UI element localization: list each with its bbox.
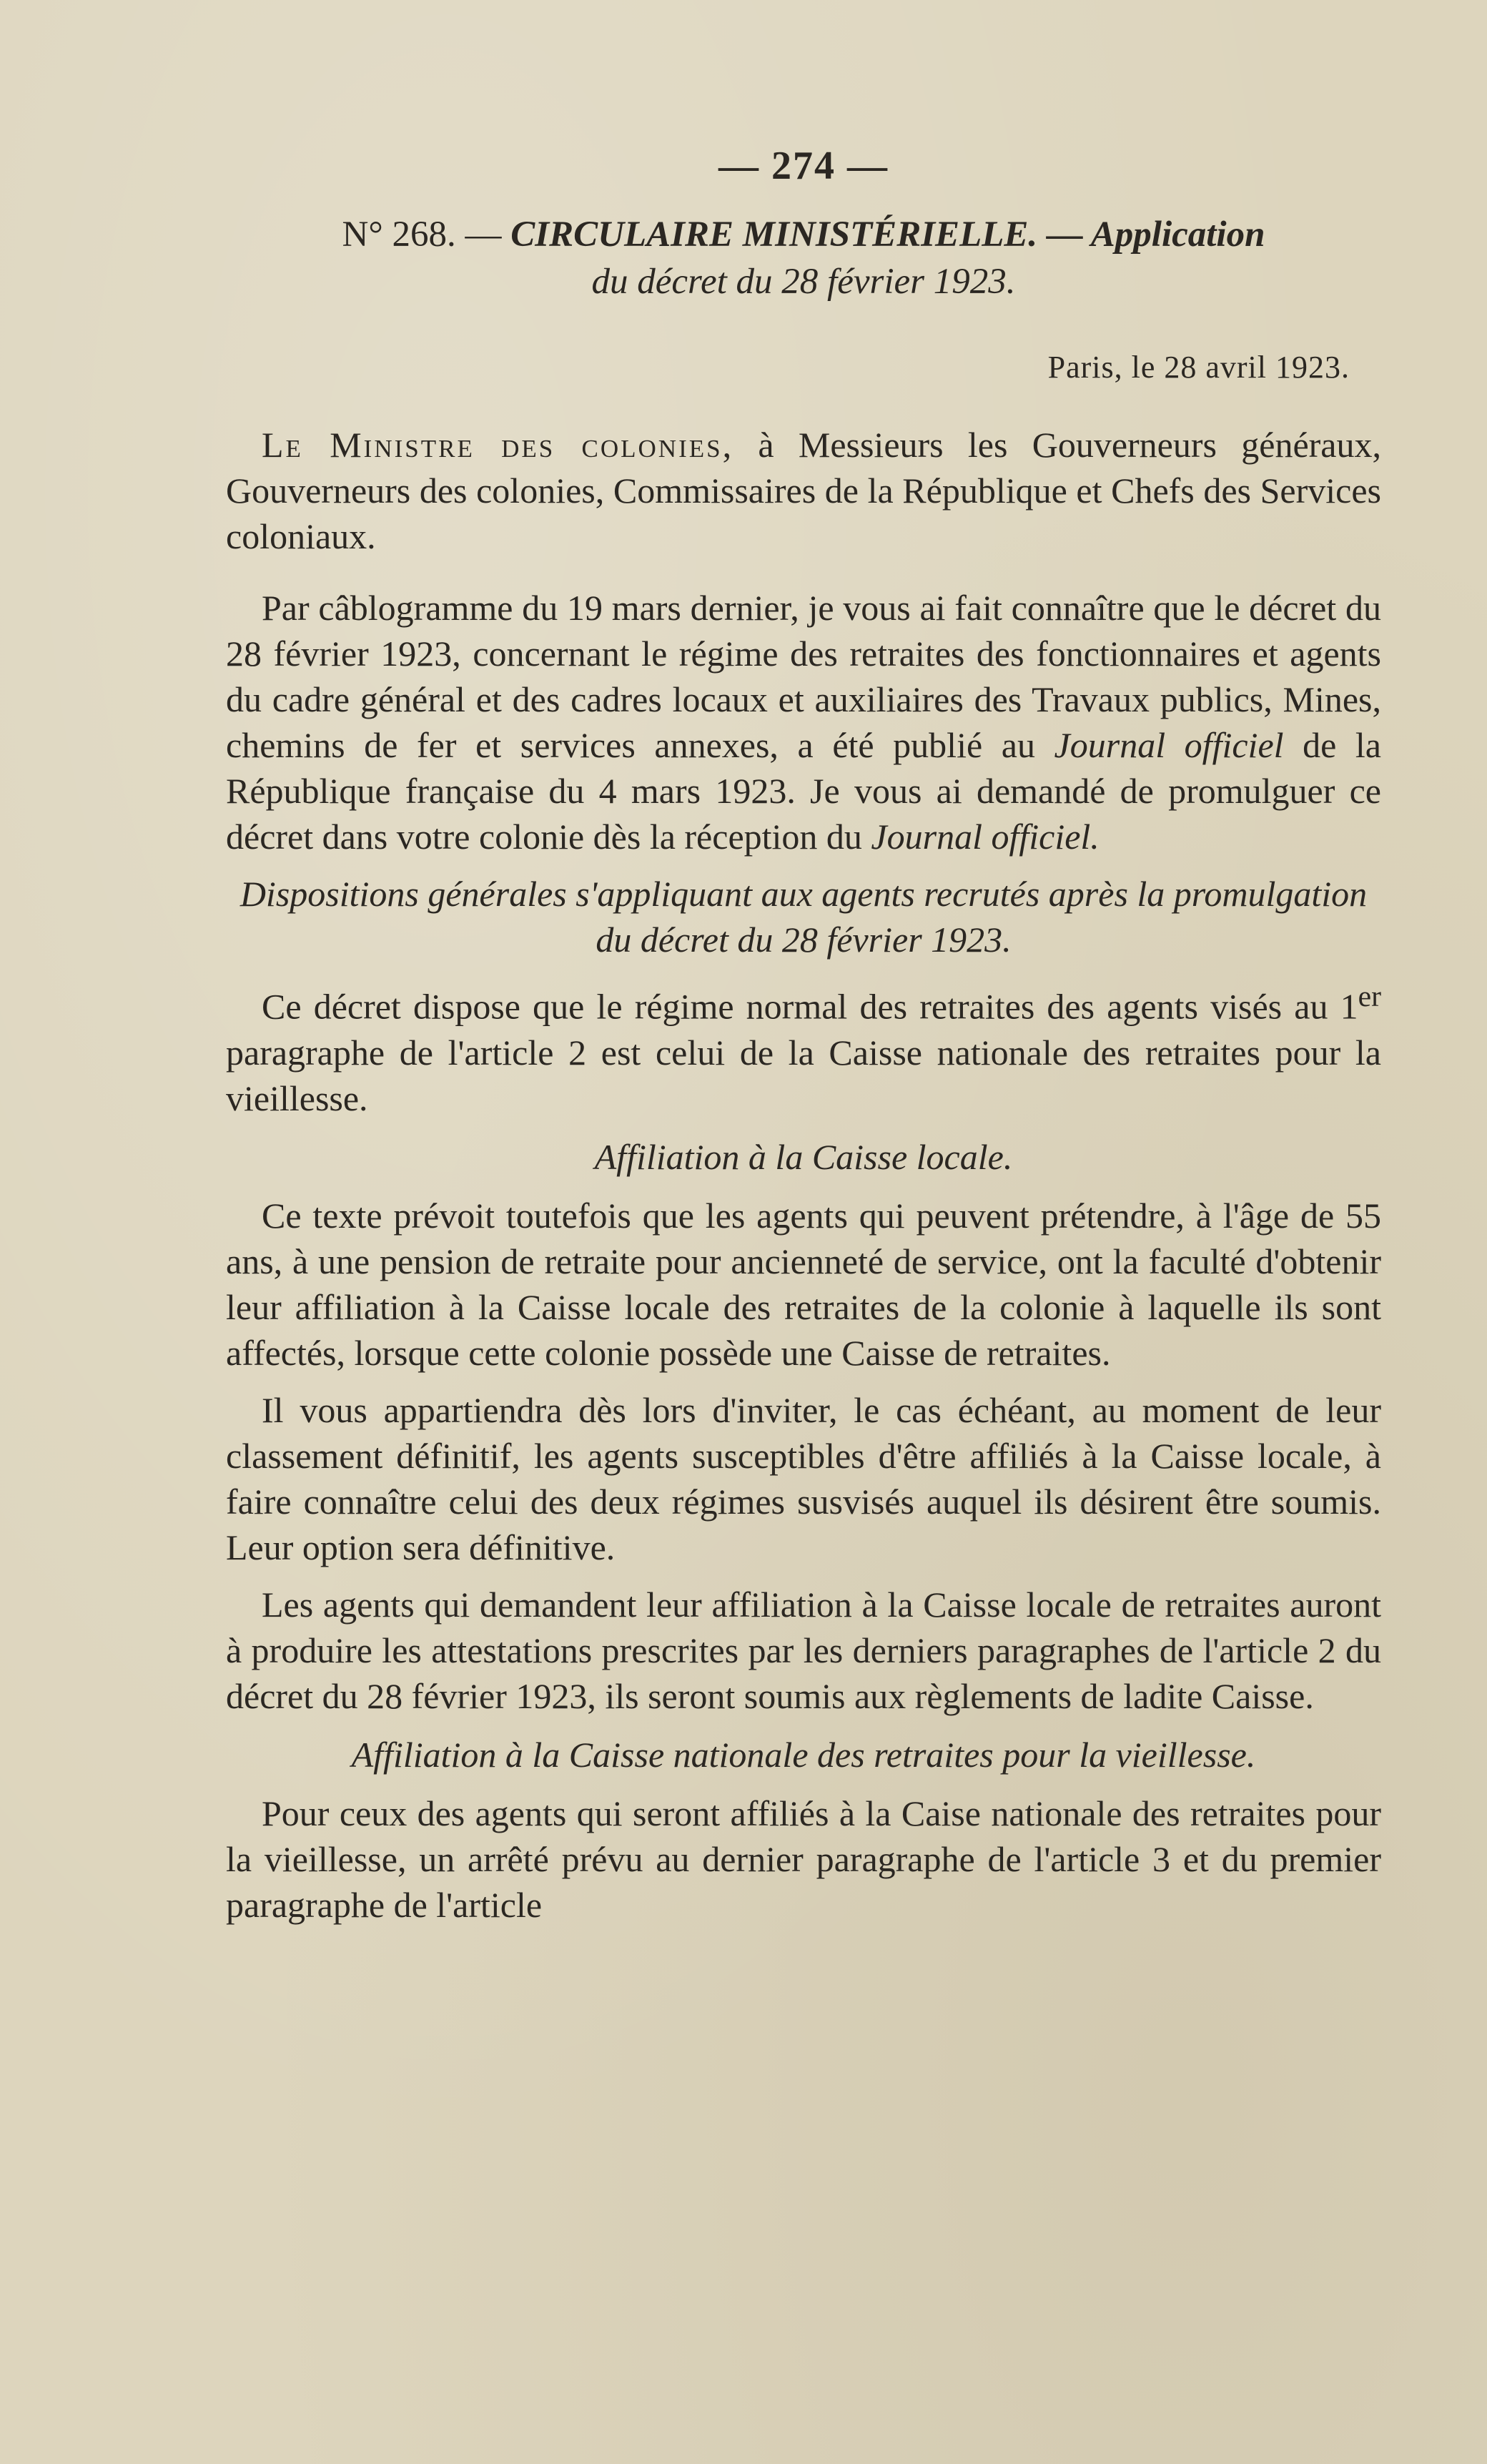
section-heading-dispositions: Dispositions générales s'appliquant aux agents recrutés après la promulgation du décret du 28 février 1923. xyxy=(239,874,1368,960)
recipients: à Messieurs les Gouverneurs généraux, Gouverneurs des colonies, Commissaires de la République et Chefs des Services coloniaux. xyxy=(226,425,1381,556)
paragraph-text: de la République française du 4 mars 1923. Je vous ai demandé de promulguer ce décret dans votre colonie dès la réception du xyxy=(226,725,1381,857)
sender: Le Ministre des colonies, xyxy=(262,425,734,465)
paragraph-text: Ce décret dispose que le régime normal des retraites des agents visés au 1 xyxy=(262,986,1358,1027)
paragraph-caisse-nationale: Pour ceux des agents qui seront affiliés à la Caise nationale des retraites pour la vieillesse, un arrêté prévu au dernier paragraphe de l'article 3 et du premier paragraphe de l'article xyxy=(226,1793,1381,1925)
paragraph-cablogramme xyxy=(226,585,1381,859)
section-heading-caisse-locale: Affiliation à la Caisse locale. xyxy=(594,1136,1013,1177)
dateline: Paris, le 28 avril 1923. xyxy=(1047,350,1350,385)
circular-title xyxy=(226,210,1381,259)
superscript: er xyxy=(1358,980,1381,1013)
paragraph-text: Par câblogramme du 19 mars dernier, je vous ai fait connaître que le décret du 28 février 1923, concernant le régime des retraites des fonctionnaires et agents du cadre général et des cadres locaux et auxiliaires des Travaux publics, Mines, chemins de fer et services annexes, a été publié au xyxy=(226,588,1381,765)
circular-number: N° 268. — xyxy=(342,215,502,255)
addressee-paragraph xyxy=(226,422,1381,559)
journal-officiel-ref: Journal officiel xyxy=(1054,725,1284,765)
circular-subtitle: du décret du 28 février 1923. xyxy=(591,262,1016,302)
text-block xyxy=(226,140,1381,1928)
paragraph-option: Il vous appartiendra dès lors d'inviter, le cas échéant, au moment de leur classement définitif, les agents susceptibles d'être affiliés à la Caisse locale, à faire connaître celui des deux régimes susvisés auquel ils désirent être soumis. Leur option sera définitive. xyxy=(226,1389,1381,1567)
section-heading-caisse-nationale: Affiliation à la Caisse nationale des retraites pour la vieillesse. xyxy=(351,1734,1256,1775)
journal-officiel-ref: Journal officiel. xyxy=(871,817,1100,857)
circular-title-main: CIRCULAIRE MINISTÉRIELLE. — Application xyxy=(510,215,1265,255)
paragraph-attestations: Les agents qui demandent leur affiliation à la Caisse locale de retraites auront à produire les attestations prescrites par les derniers paragraphes de l'article 2 du décret du 28 février 1923, ils seront soumis aux règlements de ladite Caisse. xyxy=(226,1584,1381,1716)
paragraph-regime-normal xyxy=(226,974,1381,1121)
paragraph-texte-prevoit: Ce texte prévoit toutefois que les agents qui peuvent prétendre, à l'âge de 55 ans, à une pension de retraite pour ancienneté de service, ont la faculté d'obtenir leur affiliation à la Caisse locale des retraites de la colonie à laquelle ils sont affectés, lorsque cette colonie possède une Caisse de retraites. xyxy=(226,1195,1381,1373)
page-number: — 274 — xyxy=(718,144,889,188)
paragraph-text: paragraphe de l'article 2 est celui de la Caisse nationale des retraites pour la vieillesse. xyxy=(226,1032,1381,1118)
